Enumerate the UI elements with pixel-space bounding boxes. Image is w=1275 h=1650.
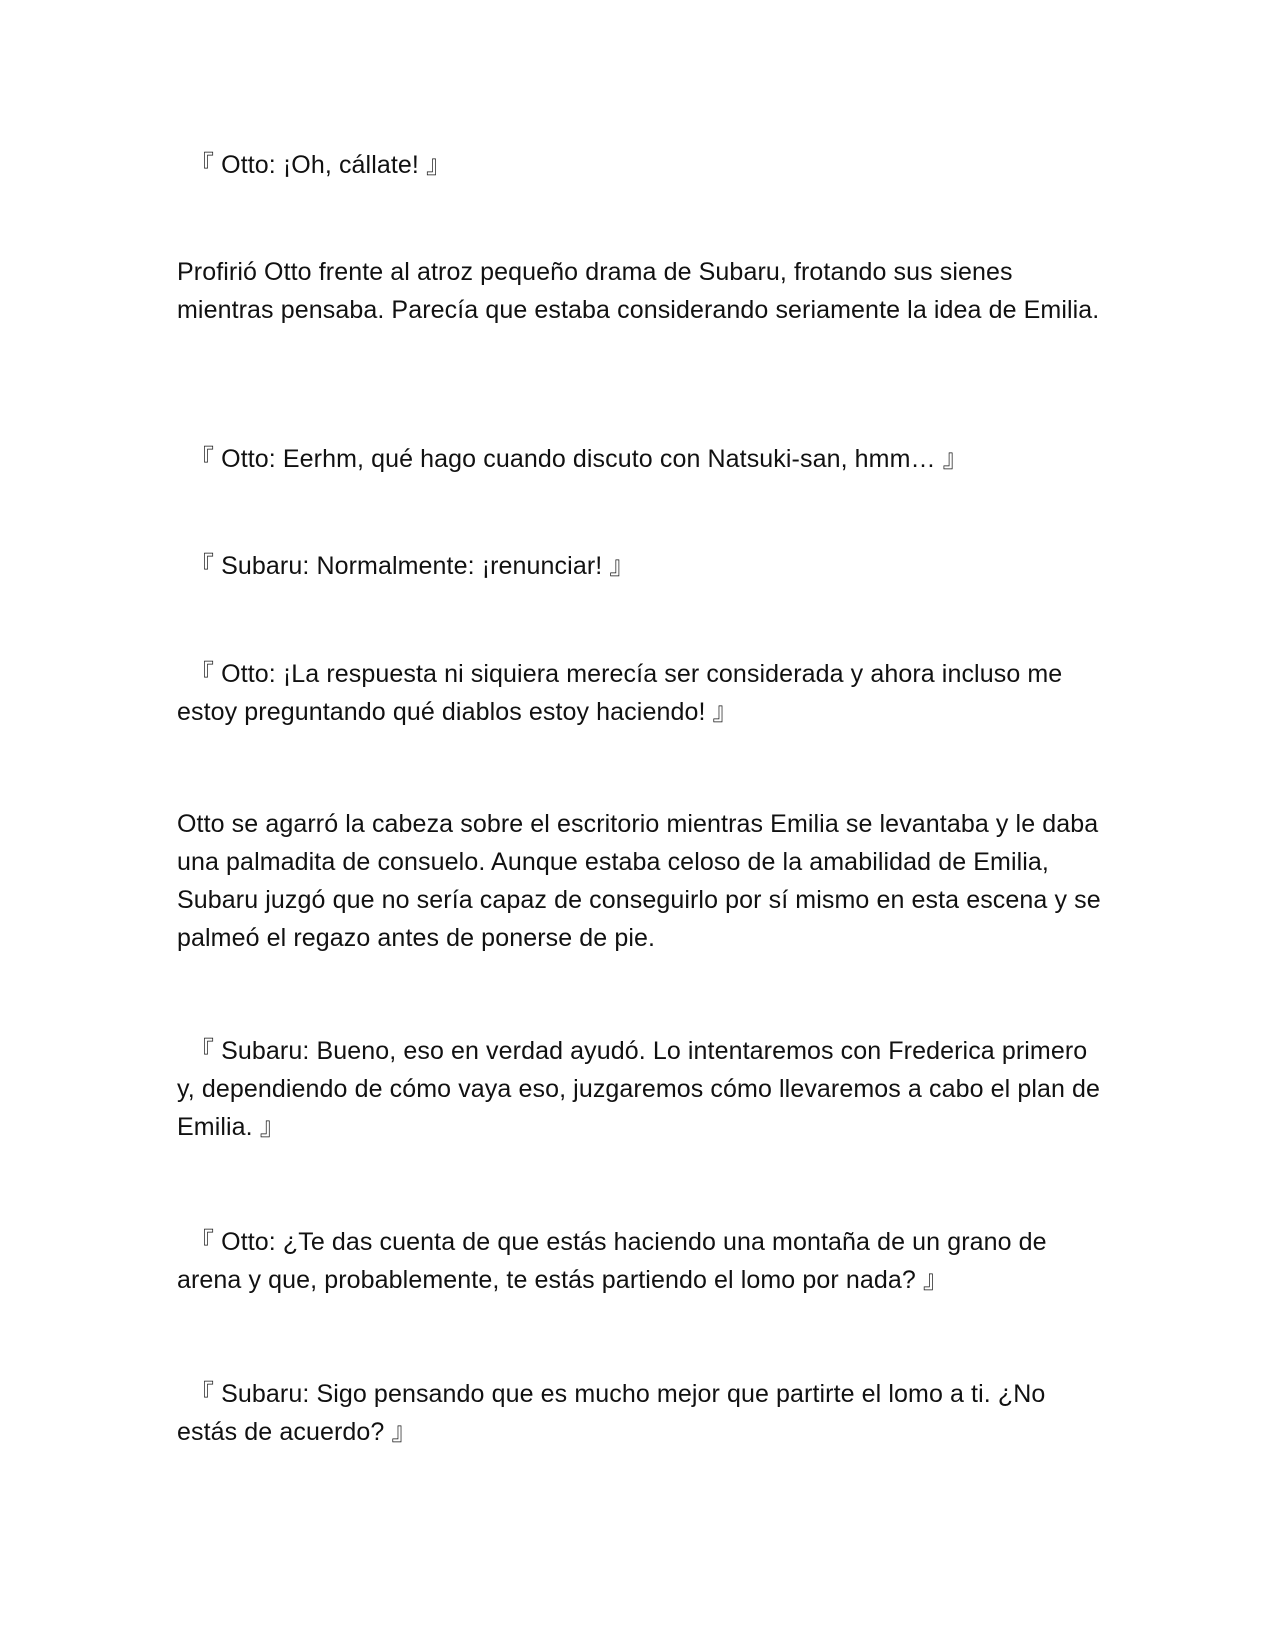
dialogue-subaru-sigo: 『 Subaru: Sigo pensando que es mucho mejor que partirte el lomo a ti. ¿No estás de acuerdo? 』 [177,1380,1046,1446]
dialogue-otto-respuesta: 『 Otto: ¡La respuesta ni siquiera merecía ser considerada y ahora incluso me estoy preguntando qué diablos estoy haciendo! 』 [177,660,1063,726]
dialogue-otto-montana: 『 Otto: ¿Te das cuenta de que estás haciendo una montaña de un grano de arena y que, probablemente, te estás partiendo el lomo por nada? 』 [177,1228,1047,1294]
dialogue-otto-eerhm: 『 Otto: Eerhm, qué hago cuando discuto con Natsuki-san, hmm… 』 [189,445,968,473]
dialogue-subaru-bueno: 『 Subaru: Bueno, eso en verdad ayudó. Lo intentaremos con Frederica primero y, dependiendo de cómo vaya eso, juzgaremos cómo llevaremos a cabo el plan de Emilia. 』 [177,1037,1101,1141]
narration-paragraph-1: Profirió Otto frente al atroz pequeño drama de Subaru, frotando sus sienes mientras pensaba. Parecía que estaba considerando seriamente la idea de Emilia. [177,258,1100,324]
dialogue-otto-callate: 『 Otto: ¡Oh, cállate! 』 [189,151,452,179]
narration-paragraph-2: Otto se agarró la cabeza sobre el escritorio mientras Emilia se levantaba y le daba una palmadita de consuelo. Aunque estaba celoso de la amabilidad de Emilia, Subaru juzgó que no sería capaz de conseguirlo por sí mismo en esta escena y se palmeó el regazo antes de ponerse de pie. [177,810,1101,952]
dialogue-subaru-renunciar: 『 Subaru: Normalmente: ¡renunciar! 』 [189,552,635,580]
